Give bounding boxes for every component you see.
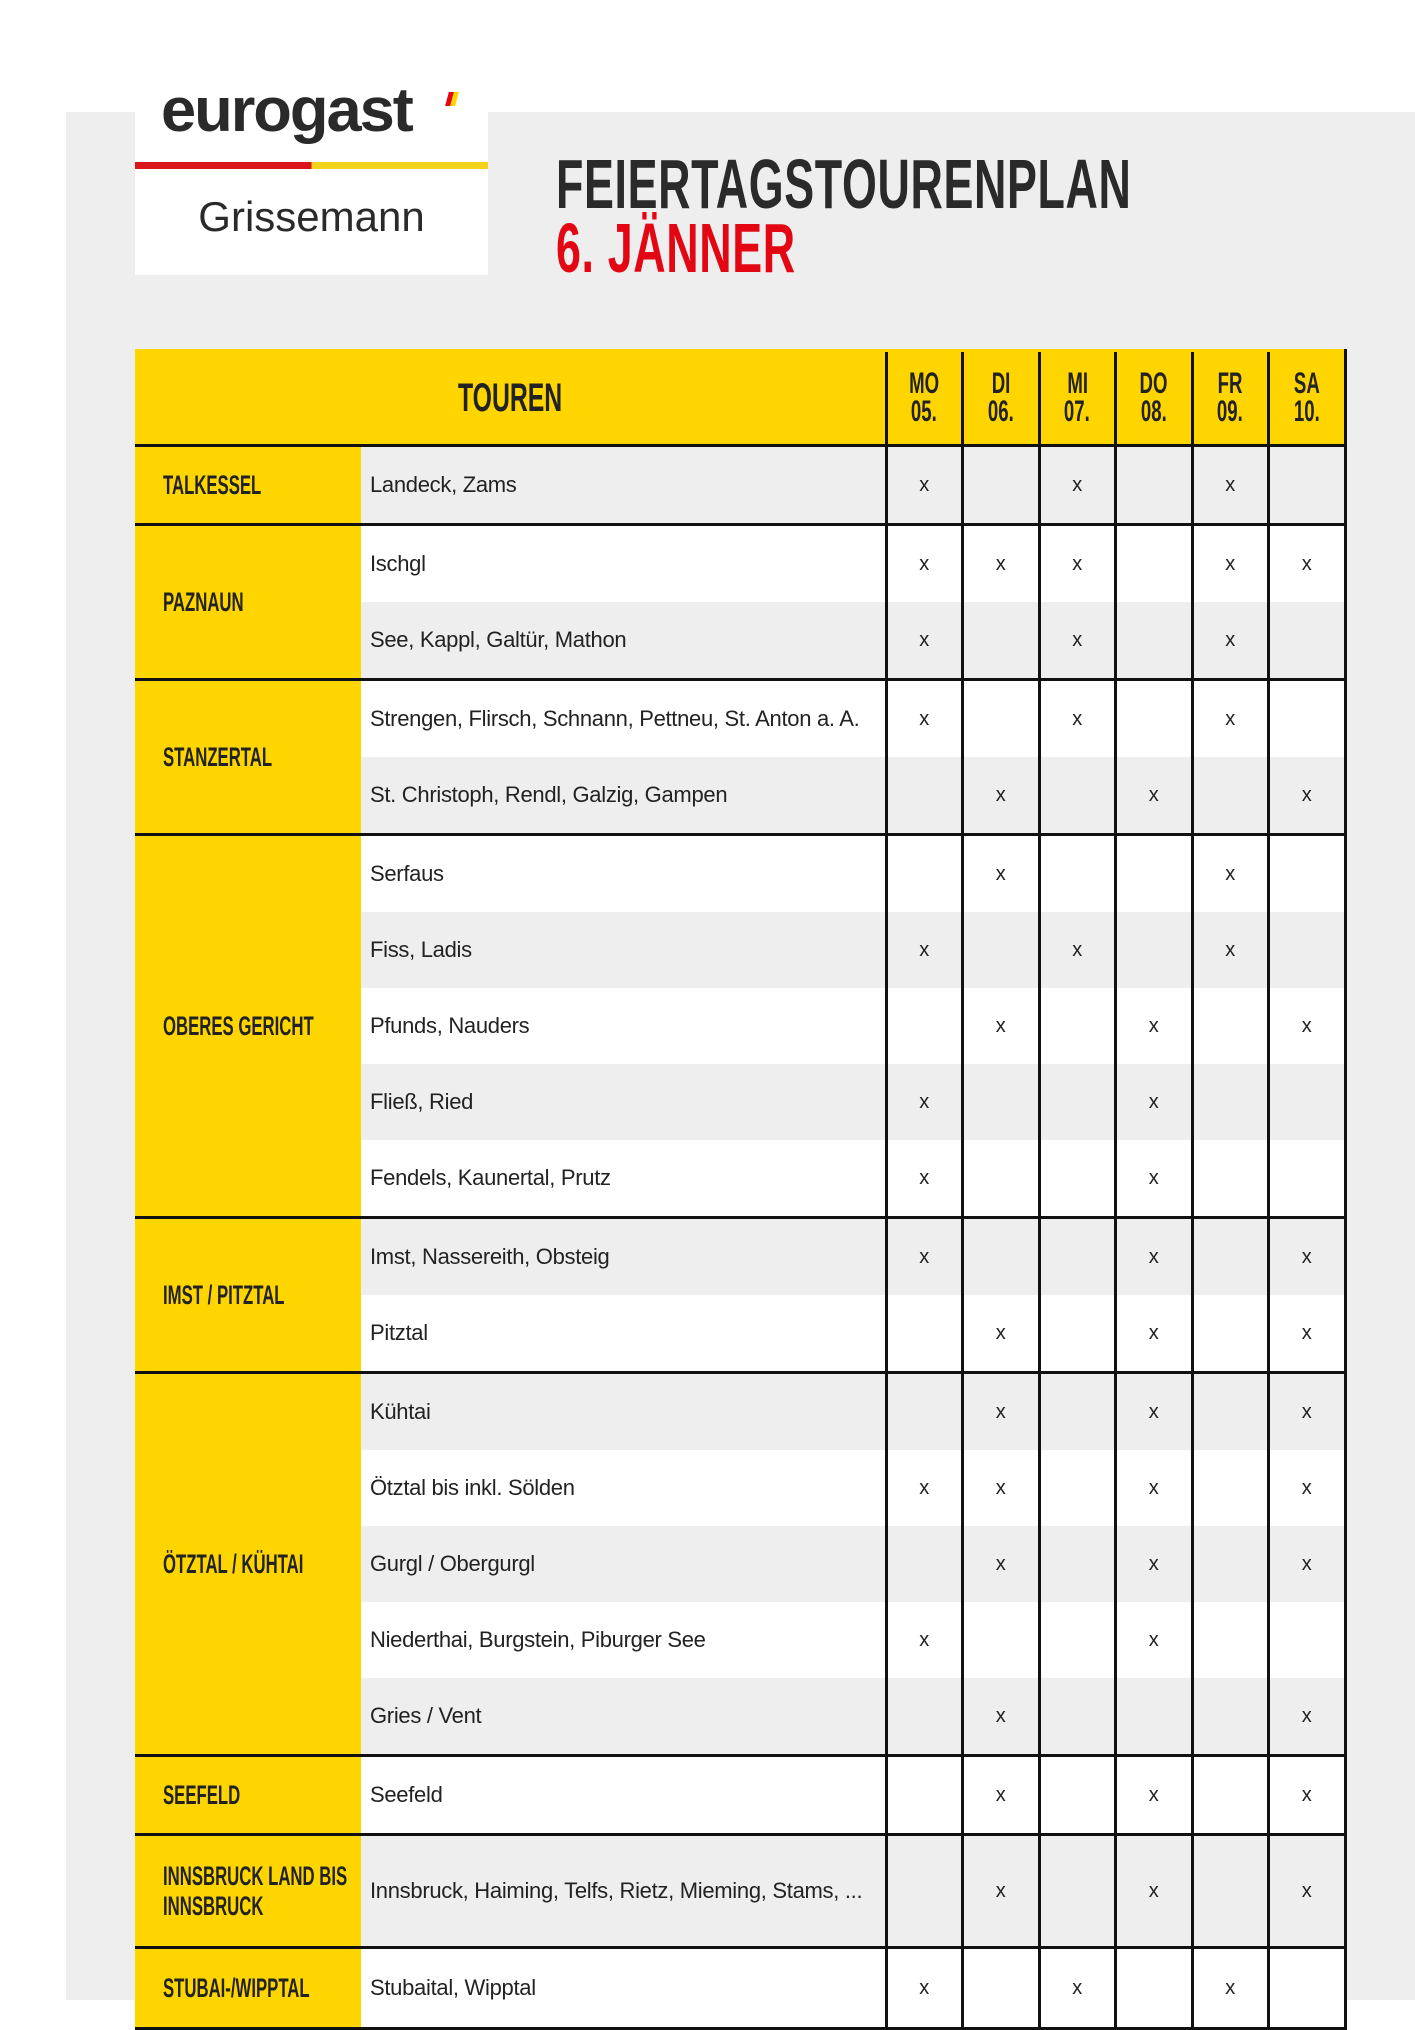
day-label: MO bbox=[909, 367, 940, 400]
tour-cell: Fendels, Kaunertal, Prutz bbox=[370, 1165, 611, 1190]
table-row bbox=[135, 1756, 1345, 1835]
day-cell bbox=[1039, 835, 1116, 913]
day-cell bbox=[1269, 680, 1346, 758]
day-cell bbox=[886, 988, 963, 1064]
day-header-mo bbox=[886, 351, 963, 446]
day-cell: x bbox=[1192, 602, 1269, 680]
day-cell bbox=[1192, 1295, 1269, 1373]
day-cell bbox=[963, 912, 1040, 988]
day-cell: x bbox=[1116, 757, 1193, 835]
region-label: TALKESSEL bbox=[163, 470, 262, 500]
day-cell bbox=[1116, 680, 1193, 758]
day-label: DO bbox=[1139, 367, 1168, 400]
tour-cell: Landeck, Zams bbox=[361, 446, 886, 525]
day-cell bbox=[1192, 1064, 1269, 1140]
region-cell bbox=[135, 1218, 361, 1373]
day-header-sa bbox=[1269, 351, 1346, 446]
tour-cell: Seefeld bbox=[361, 1756, 886, 1835]
region-cell bbox=[135, 1756, 361, 1835]
tour-cell: Gries / Vent bbox=[370, 1703, 482, 1728]
page-title bbox=[556, 145, 1132, 287]
tour-cell: Pitztal bbox=[370, 1320, 428, 1345]
day-cell: x bbox=[963, 1373, 1040, 1451]
tour-cell: See, Kappl, Galtür, Mathon bbox=[370, 627, 627, 652]
region-cell bbox=[135, 446, 361, 525]
day-cell bbox=[1116, 602, 1193, 680]
day-cell bbox=[963, 680, 1040, 758]
day-cell: x bbox=[1039, 446, 1116, 525]
day-cell: x bbox=[1192, 912, 1269, 988]
day-date: 06. bbox=[987, 395, 1014, 428]
day-cell bbox=[963, 602, 1040, 680]
tour-cell: Kühtai bbox=[361, 1373, 886, 1451]
day-date: 07. bbox=[1064, 395, 1091, 428]
day-cell: x bbox=[1039, 525, 1116, 603]
table-row bbox=[135, 1373, 1345, 1451]
region-label: SEEFELD bbox=[163, 1780, 241, 1810]
logo-subbrand: Grissemann bbox=[198, 193, 425, 240]
day-cell bbox=[1039, 1064, 1116, 1140]
tour-cell: Ötztal bis inkl. Sölden bbox=[370, 1475, 575, 1500]
day-cell bbox=[886, 835, 963, 913]
day-cell bbox=[886, 1295, 963, 1373]
region-label: STANZERTAL bbox=[163, 742, 273, 772]
day-cell bbox=[1192, 1835, 1269, 1948]
day-cell: x bbox=[1116, 1140, 1193, 1218]
title-line2: 6. JÄNNER bbox=[556, 209, 796, 287]
day-cell bbox=[1269, 912, 1346, 988]
table-row bbox=[135, 1948, 1345, 2029]
day-cell bbox=[963, 1218, 1040, 1296]
day-cell: x bbox=[1116, 1373, 1193, 1451]
day-cell bbox=[1039, 1602, 1116, 1678]
day-cell: x bbox=[1192, 446, 1269, 525]
tours-header-label: TOUREN bbox=[457, 375, 562, 420]
day-label: MI bbox=[1066, 367, 1088, 400]
table-row bbox=[135, 1835, 1345, 1948]
day-cell bbox=[1039, 1373, 1116, 1451]
day-header-mi bbox=[1039, 351, 1116, 446]
day-cell bbox=[1039, 1218, 1116, 1296]
tour-cell: Strengen, Flirsch, Schnann, Pettneu, St. Anton a. A. bbox=[361, 680, 886, 758]
logo-stripe bbox=[135, 162, 488, 169]
day-cell: x bbox=[886, 912, 963, 988]
day-cell bbox=[1192, 1373, 1269, 1451]
region-cell bbox=[135, 1373, 361, 1756]
day-date: 09. bbox=[1217, 395, 1244, 428]
day-cell: x bbox=[1039, 602, 1116, 680]
region-label: ÖTZTAL / KÜHTAI bbox=[163, 1549, 304, 1579]
day-cell: x bbox=[886, 1602, 963, 1678]
day-cell: x bbox=[886, 680, 963, 758]
day-header-di bbox=[963, 351, 1040, 446]
day-cell: x bbox=[1039, 1948, 1116, 2029]
tour-cell: Niederthai, Burgstein, Piburger See bbox=[370, 1627, 706, 1652]
day-cell bbox=[1039, 1450, 1116, 1526]
tour-cell: Fließ, Ried bbox=[370, 1089, 474, 1114]
day-cell bbox=[1116, 912, 1193, 988]
day-cell: x bbox=[1116, 988, 1193, 1064]
region-cell bbox=[135, 835, 361, 1218]
tour-schedule-table bbox=[135, 349, 1347, 2030]
day-cell: x bbox=[963, 835, 1040, 913]
day-cell: x bbox=[1116, 1450, 1193, 1526]
table-header-row bbox=[135, 351, 1345, 446]
day-cell bbox=[886, 1678, 963, 1756]
day-cell: x bbox=[1269, 988, 1346, 1064]
day-cell bbox=[1192, 757, 1269, 835]
day-cell bbox=[1269, 1948, 1346, 2029]
day-cell: x bbox=[963, 757, 1040, 835]
day-cell bbox=[1269, 446, 1346, 525]
day-cell: x bbox=[963, 1526, 1040, 1602]
day-cell: x bbox=[1192, 525, 1269, 603]
day-cell: x bbox=[963, 1450, 1040, 1526]
day-cell bbox=[1192, 1526, 1269, 1602]
day-cell: x bbox=[886, 1140, 963, 1218]
day-cell bbox=[1039, 1526, 1116, 1602]
day-cell: x bbox=[886, 1948, 963, 2029]
table-row bbox=[135, 680, 1345, 758]
day-cell bbox=[963, 1948, 1040, 2029]
day-cell: x bbox=[886, 1450, 963, 1526]
day-cell bbox=[1269, 602, 1346, 680]
day-cell bbox=[886, 1526, 963, 1602]
logo-accent-icon bbox=[445, 92, 459, 106]
day-cell: x bbox=[1192, 1948, 1269, 2029]
tour-cell: Gurgl / Obergurgl bbox=[370, 1551, 535, 1576]
day-cell: x bbox=[963, 988, 1040, 1064]
day-cell: x bbox=[1116, 1756, 1193, 1835]
title-line1: FEIERTAGSTOURENPLAN bbox=[556, 145, 1132, 223]
day-cell: x bbox=[1269, 757, 1346, 835]
day-cell: x bbox=[1116, 1602, 1193, 1678]
day-cell: x bbox=[1039, 912, 1116, 988]
day-cell bbox=[1116, 525, 1193, 603]
day-cell: x bbox=[886, 525, 963, 603]
region-cell bbox=[135, 525, 361, 680]
day-cell bbox=[1192, 988, 1269, 1064]
day-cell bbox=[1116, 1948, 1193, 2029]
day-cell: x bbox=[886, 1218, 963, 1296]
day-cell: x bbox=[1192, 680, 1269, 758]
tour-cell: Stubaital, Wipptal bbox=[361, 1948, 886, 2029]
day-cell: x bbox=[963, 1678, 1040, 1756]
region-cell bbox=[135, 1948, 361, 2029]
tour-cell: Innsbruck, Haiming, Telfs, Rietz, Mieming, Stams, ... bbox=[361, 1835, 886, 1948]
day-cell: x bbox=[963, 1756, 1040, 1835]
day-cell bbox=[1192, 1602, 1269, 1678]
day-cell bbox=[1192, 1450, 1269, 1526]
day-cell: x bbox=[1269, 1450, 1346, 1526]
day-cell bbox=[1192, 1218, 1269, 1296]
day-cell bbox=[1039, 1295, 1116, 1373]
day-cell bbox=[963, 1602, 1040, 1678]
day-label: SA bbox=[1293, 367, 1320, 400]
day-cell: x bbox=[1192, 835, 1269, 913]
day-cell: x bbox=[886, 602, 963, 680]
day-cell: x bbox=[1116, 1218, 1193, 1296]
day-cell bbox=[963, 1064, 1040, 1140]
day-date: 08. bbox=[1140, 395, 1167, 428]
day-cell: x bbox=[1116, 1295, 1193, 1373]
day-cell bbox=[1116, 835, 1193, 913]
day-cell bbox=[963, 446, 1040, 525]
day-cell bbox=[1269, 1140, 1346, 1218]
day-cell bbox=[1192, 1756, 1269, 1835]
day-cell: x bbox=[1269, 1295, 1346, 1373]
day-cell: x bbox=[886, 1064, 963, 1140]
day-cell: x bbox=[963, 1295, 1040, 1373]
region-label: INNSBRUCK LAND BIS INNSBRUCK bbox=[163, 1861, 348, 1921]
day-cell bbox=[886, 757, 963, 835]
day-cell bbox=[1039, 1678, 1116, 1756]
day-cell: x bbox=[963, 1835, 1040, 1948]
region-cell bbox=[135, 1835, 361, 1948]
region-label: IMST / PITZTAL bbox=[163, 1280, 285, 1310]
tour-cell: Serfaus bbox=[361, 835, 886, 913]
logo-brand: eurogast bbox=[161, 76, 412, 145]
region-label: STUBAI-/WIPPTAL bbox=[163, 1973, 310, 2003]
day-cell bbox=[1192, 1678, 1269, 1756]
day-cell: x bbox=[1269, 1835, 1346, 1948]
table-row bbox=[135, 835, 1345, 913]
day-cell bbox=[1039, 1140, 1116, 1218]
day-cell bbox=[1039, 1756, 1116, 1835]
table-row bbox=[135, 446, 1345, 525]
day-cell bbox=[1039, 1835, 1116, 1948]
day-cell bbox=[1039, 988, 1116, 1064]
region-label: PAZNAUN bbox=[163, 587, 244, 617]
day-cell: x bbox=[1269, 1218, 1346, 1296]
day-header-do bbox=[1116, 351, 1193, 446]
day-date: 05. bbox=[911, 395, 938, 428]
day-cell: x bbox=[1116, 1526, 1193, 1602]
day-cell bbox=[1116, 1678, 1193, 1756]
day-cell bbox=[1269, 1602, 1346, 1678]
day-cell bbox=[963, 1140, 1040, 1218]
day-cell bbox=[1269, 1064, 1346, 1140]
day-label: DI bbox=[991, 367, 1011, 400]
eurogast-grissemann-logo bbox=[135, 75, 488, 275]
day-date: 10. bbox=[1293, 395, 1320, 428]
day-cell bbox=[1116, 446, 1193, 525]
day-cell bbox=[1192, 1140, 1269, 1218]
day-cell: x bbox=[1039, 680, 1116, 758]
tour-cell: St. Christoph, Rendl, Galzig, Gampen bbox=[370, 782, 728, 807]
day-cell: x bbox=[1269, 525, 1346, 603]
table-row bbox=[135, 1218, 1345, 1296]
tour-cell: Imst, Nassereith, Obsteig bbox=[361, 1218, 886, 1296]
day-cell: x bbox=[1269, 1756, 1346, 1835]
day-cell bbox=[1269, 835, 1346, 913]
region-label: OBERES GERICHT bbox=[163, 1011, 314, 1041]
day-cell: x bbox=[1269, 1526, 1346, 1602]
day-cell: x bbox=[1116, 1064, 1193, 1140]
table-row bbox=[135, 525, 1345, 603]
tour-cell: Pfunds, Nauders bbox=[370, 1013, 530, 1038]
day-cell bbox=[886, 1373, 963, 1451]
day-cell bbox=[886, 1835, 963, 1948]
tour-cell: Fiss, Ladis bbox=[370, 937, 472, 962]
day-cell bbox=[1039, 757, 1116, 835]
day-cell: x bbox=[1116, 1835, 1193, 1948]
day-cell: x bbox=[1269, 1678, 1346, 1756]
day-cell: x bbox=[1269, 1373, 1346, 1451]
day-cell bbox=[886, 1756, 963, 1835]
day-cell: x bbox=[963, 525, 1040, 603]
tours-header bbox=[135, 351, 886, 446]
region-cell bbox=[135, 680, 361, 835]
day-cell: x bbox=[886, 446, 963, 525]
day-header-fr bbox=[1192, 351, 1269, 446]
tour-cell: Ischgl bbox=[361, 525, 886, 603]
day-label: FR bbox=[1217, 367, 1243, 400]
